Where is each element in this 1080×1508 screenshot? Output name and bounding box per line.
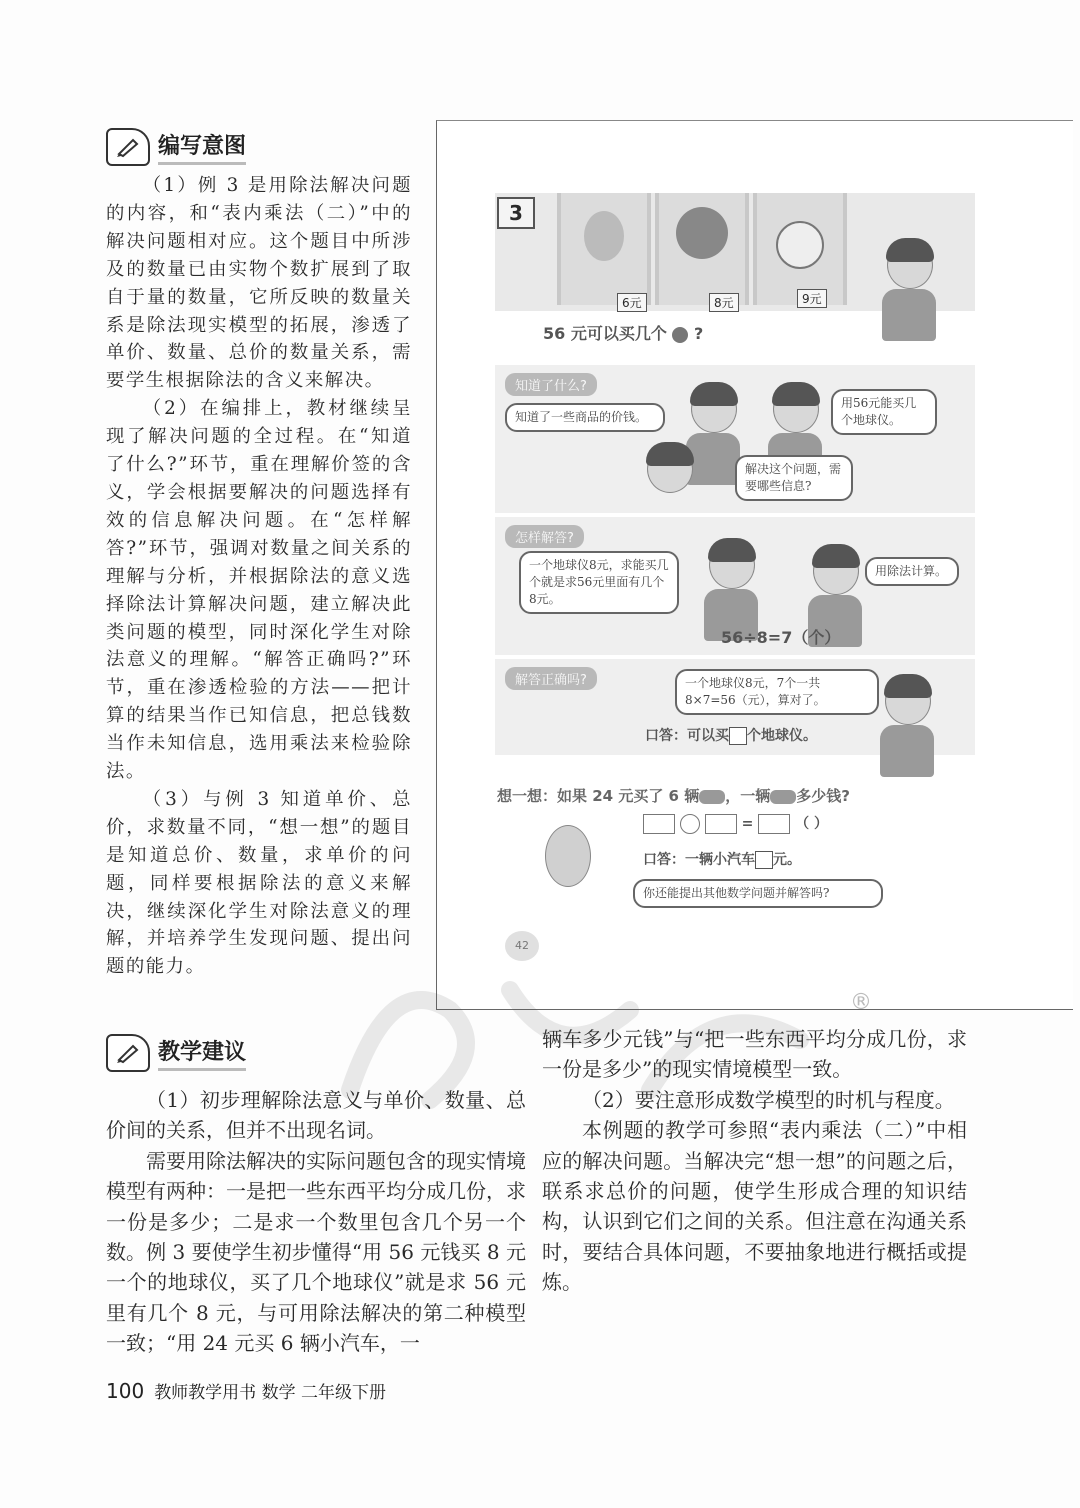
bubble-known-2: 用56元能买几个地球仪。: [831, 389, 937, 435]
intent-paragraph-1: （1）例 3 是用除法解决问题的内容，和“表内乘法（二）”中的解决问题相对应。这个题目中所涉及的数量已由实物个数扩展到了取自于量的数量，它所反映的数量关系是除法现实模型的拓展，渗透了单价、数量、总价的数量关系，需要学生根据除法的含义来解决。: [106, 175, 412, 392]
panel-check: [495, 659, 975, 755]
blank-dividend: [643, 814, 675, 834]
boy-4: [885, 677, 934, 777]
section-title: 教学建议: [158, 1035, 246, 1071]
textbook-page-image: [436, 120, 1073, 1010]
bubble-how-1: 一个地球仪8元，求能买几个就是求56元里面有几个8元。: [519, 551, 679, 614]
bubble-how-2: 用除法计算。: [865, 557, 959, 586]
pen-icon: [106, 1034, 150, 1072]
panel-tag-known: 知道了什么?: [505, 373, 597, 396]
think-bubble: 你还能提出其他数学问题并解答吗?: [633, 879, 883, 908]
suggestion-paragraph-2: 需要用除法解决的实际问题包含的现实情境模型有两种：一是把一些东西平均分成几份，求一份是多少；二是求一个数里包含几个另一个数。例 3 要使学生初步懂得“用 56 元钱买 8 元一个的地球仪，买了几个地球仪”就是求 56 元里有几个 8 元，与可用除法解决的第二种模型一致；“用 24 元买 6 辆小汽车，一: [106, 1148, 526, 1356]
think-equation: = （ ）: [643, 813, 828, 834]
suggestion-paragraph-1: （1）初步理解除法意义与单价、数量、总价间的关系，但并不出现名词。: [106, 1088, 526, 1143]
panel-how: [495, 517, 975, 655]
shelf-globe: [655, 193, 749, 305]
blank-operator: [680, 814, 700, 834]
shelf-teddy: [557, 193, 651, 305]
section-header-suggestions: [106, 1034, 246, 1072]
bubble-check: 一个地球仪8元，7个一共8×7=56（元），算对了。: [675, 669, 879, 715]
footer-page-number: 100: [106, 1379, 145, 1403]
ball-icon: [776, 221, 824, 269]
page-footer: [106, 1378, 386, 1403]
price-tag-ball: 9元: [797, 289, 827, 308]
think-question: 想一想：如果 24 元买了 6 辆 ，一辆 多少钱?: [497, 787, 850, 805]
toy-car-icon: [699, 790, 725, 804]
think-answer: 口答：一辆小汽车 元。: [643, 852, 801, 868]
suggestion-paragraph-3: （2）要注意形成数学模型的时机与程度。: [582, 1087, 955, 1112]
globe-icon: [676, 207, 728, 259]
think-answer-blank: [755, 851, 773, 869]
answer-line: 口答：可以买 个地球仪。: [645, 728, 817, 744]
panel-known: [495, 365, 975, 513]
example-number: 3: [497, 197, 535, 229]
registered-mark: ®: [850, 990, 872, 1015]
answer-blank: [729, 727, 747, 745]
pen-icon: [106, 128, 150, 166]
bubble-known-3: 解决这个问题，需要哪些信息?: [735, 455, 853, 501]
bubble-known-1: 知道了一些商品的价钱。: [505, 403, 665, 432]
globe-icon: [672, 327, 688, 343]
price-tag-globe: 8元: [709, 293, 739, 312]
intent-column: [106, 172, 412, 981]
textbook-page-number: 42: [505, 931, 539, 961]
intent-paragraph-3: （3）与例 3 知道单价、总价，求数量不同，“想一想”的题目是知道总价、数量，求单价的问题，同样要根据除法的意义来解决，继续深化学生对除法意义的理解，并培养学生发现问题、提出问题的能力。: [106, 788, 412, 978]
suggestions-right-column: [542, 1024, 967, 1298]
section-title: 编写意图: [158, 129, 246, 165]
example-question: 56 元可以买几个 ?: [543, 324, 704, 343]
mascot: [545, 825, 591, 887]
division-equation: 56÷8=7（个）: [721, 628, 841, 647]
boy-2: [647, 445, 693, 493]
toy-car-icon: [770, 790, 796, 804]
footer-book-title: 教师教学用书 数学 二年级下册: [154, 1383, 386, 1403]
suggestion-continuation: 辆车多少元钱”与“把一些东西平均分成几份，求一份是多少”的现实情境模型一致。: [542, 1027, 967, 1082]
blank-quotient: [758, 814, 790, 834]
boy-1: [691, 385, 740, 485]
panel-tag-how: 怎样解答?: [505, 525, 584, 548]
panel-tag-check: 解答正确吗?: [505, 667, 597, 690]
teddy-bear-icon: [584, 211, 624, 261]
suggestion-paragraph-4: 本例题的教学可参照“表内乘法（二）”中相应的解决问题。当解决完“想一想”的问题之后，联系求总价的问题，使学生形成合理的知识结构，认识到它们之间的关系。但注意在沟通关系时，要结合具体问题，不要抽象地进行概括或提炼。: [542, 1118, 967, 1295]
price-tag-teddy: 6元: [617, 293, 647, 312]
intent-paragraph-2: （2）在编排上，教材继续呈现了解决问题的全过程。在“知道了什么?”环节，重在理解价签的含义，学会根据要解决的问题选择有效的信息解决问题。在“怎样解答?”环节，强调对数量之间关系的理解与分析，并根据除法的意义选择除法计算解决问题，建立解决此类问题的模型，同时深化学生对除法意义的理解。“解答正确吗?”环节，重在渗透检验的方法——把计算的结果当作已知信息，把总钱数当作未知信息，选用乘法来检验除法。: [106, 398, 412, 783]
section-header-intent: [106, 128, 246, 166]
shopper-girl: [887, 241, 936, 341]
blank-divisor: [705, 814, 737, 834]
suggestions-left-column: [106, 1085, 526, 1359]
